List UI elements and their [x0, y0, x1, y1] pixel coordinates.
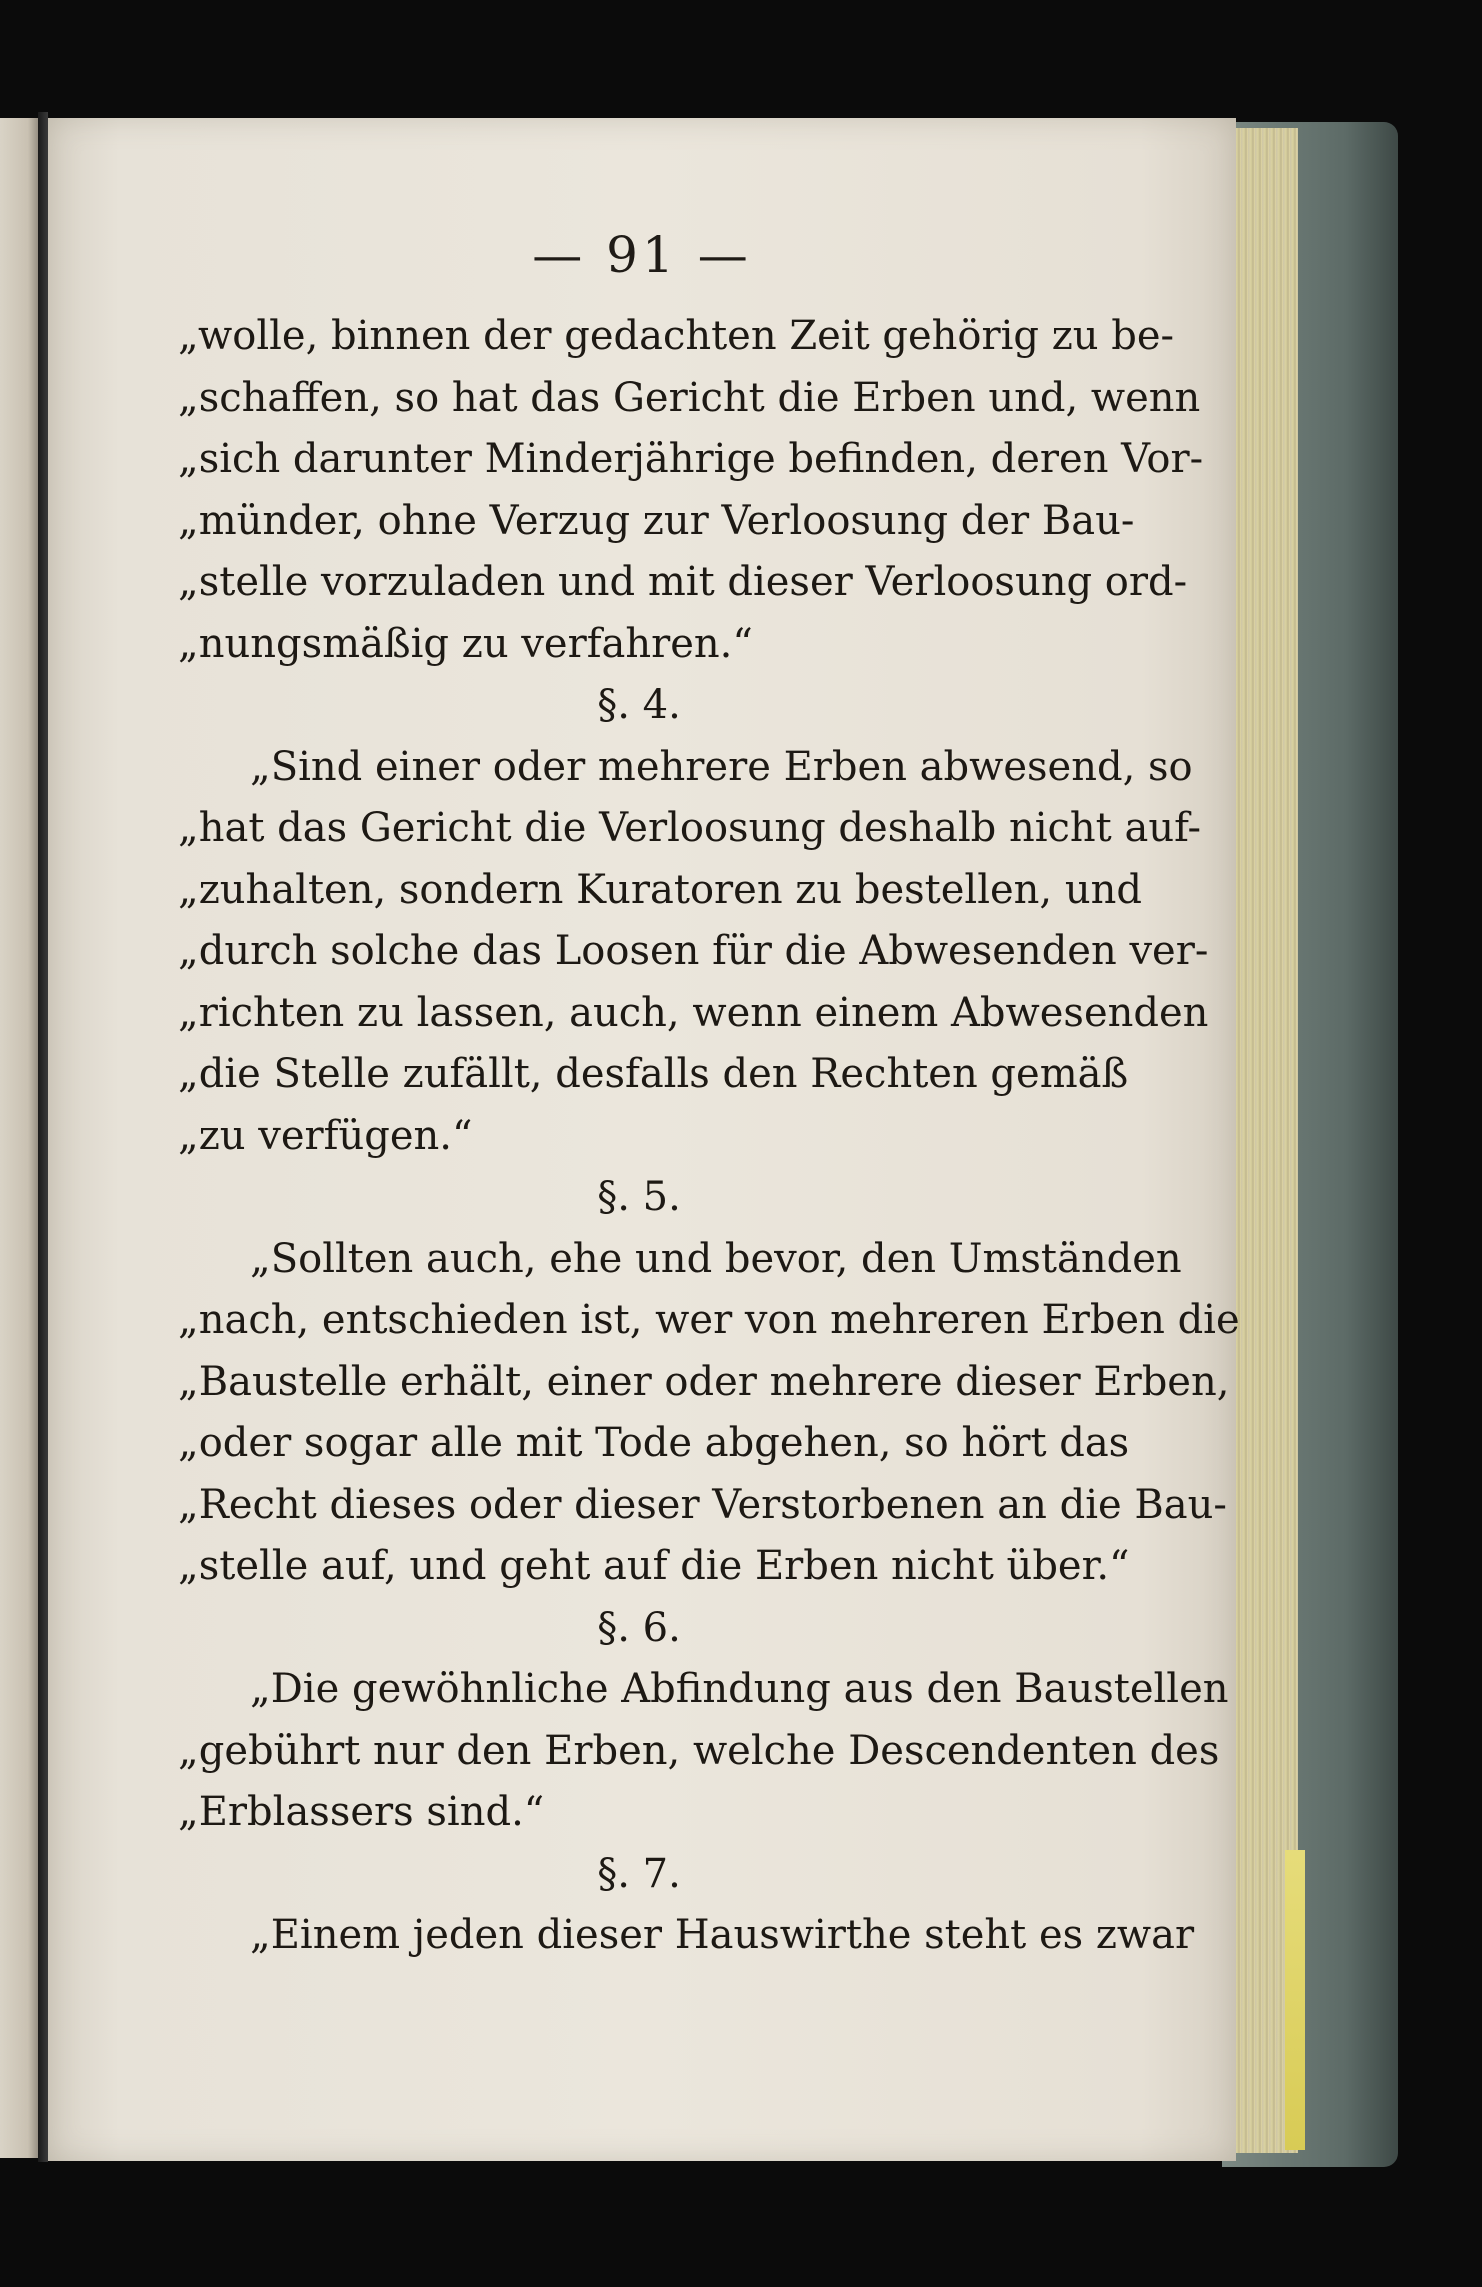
- text-line: „stelle auf, und geht auf die Erben nicht über.“: [178, 1543, 1130, 1589]
- text-line: „nach, entschieden ist, wer von mehreren Erben die: [178, 1297, 1240, 1343]
- left-facing-page: [0, 118, 40, 2158]
- text-line: „zuhalten, sondern Kuratoren zu bestellen, und: [178, 866, 1142, 913]
- gilt-edge: [1285, 1850, 1305, 2150]
- text-line: „wolle, binnen der gedachten Zeit gehörig zu be-: [178, 313, 1175, 359]
- text-line: „gebührt nur den Erben, welche Descendenten des: [178, 1727, 1220, 1774]
- text-line: „Einem jeden dieser Hauswirthe steht es zwar: [250, 1912, 1195, 1958]
- page-body-text: [178, 306, 1240, 1967]
- text-line: „richten zu lassen, auch, wenn einem Abwesenden: [178, 989, 1209, 1036]
- text-line: „Sind einer oder mehrere Erben abwesend, so: [250, 743, 1193, 790]
- text-line: „durch solche das Loosen für die Abwesenden ver-: [178, 928, 1209, 974]
- section-heading: §. 5.: [597, 1174, 681, 1220]
- text-line: „oder sogar alle mit Tode abgehen, so hört das: [178, 1420, 1130, 1466]
- page-number-header: — 91 —: [532, 226, 752, 284]
- section-heading: §. 4.: [597, 682, 681, 728]
- text-line: „hat das Gericht die Verloosung deshalb nicht auf-: [178, 805, 1201, 851]
- text-line: „die Stelle zufällt, desfalls den Rechten gemäß: [178, 1051, 1129, 1097]
- text-line: „Erblassers sind.“: [178, 1789, 545, 1835]
- text-line: „zu verfügen.“: [178, 1112, 473, 1159]
- text-line: „stelle vorzuladen und mit dieser Verloosung ord-: [178, 559, 1188, 605]
- section-heading: §. 6.: [597, 1604, 681, 1651]
- text-line: „nungsmäßig zu verfahren.“: [178, 620, 753, 667]
- text-line: „münder, ohne Verzug zur Verloosung der Bau-: [178, 497, 1135, 544]
- section-heading: §. 7.: [597, 1850, 681, 1897]
- text-line: „Die gewöhnliche Abfindung aus den Baustellen: [250, 1666, 1229, 1712]
- text-line: „sich darunter Minderjährige befinden, deren Vor-: [178, 436, 1204, 482]
- text-line: „Baustelle erhält, einer oder mehrere dieser Erben,: [178, 1358, 1230, 1405]
- text-line: „schaffen, so hat das Gericht die Erben und, wenn: [178, 374, 1201, 421]
- book-gutter: [38, 112, 48, 2162]
- book-page: [48, 118, 1240, 2161]
- text-line: „Sollten auch, ehe und bevor, den Umständen: [250, 1235, 1182, 1282]
- text-line: „Recht dieses oder dieser Verstorbenen an die Bau-: [178, 1481, 1227, 1528]
